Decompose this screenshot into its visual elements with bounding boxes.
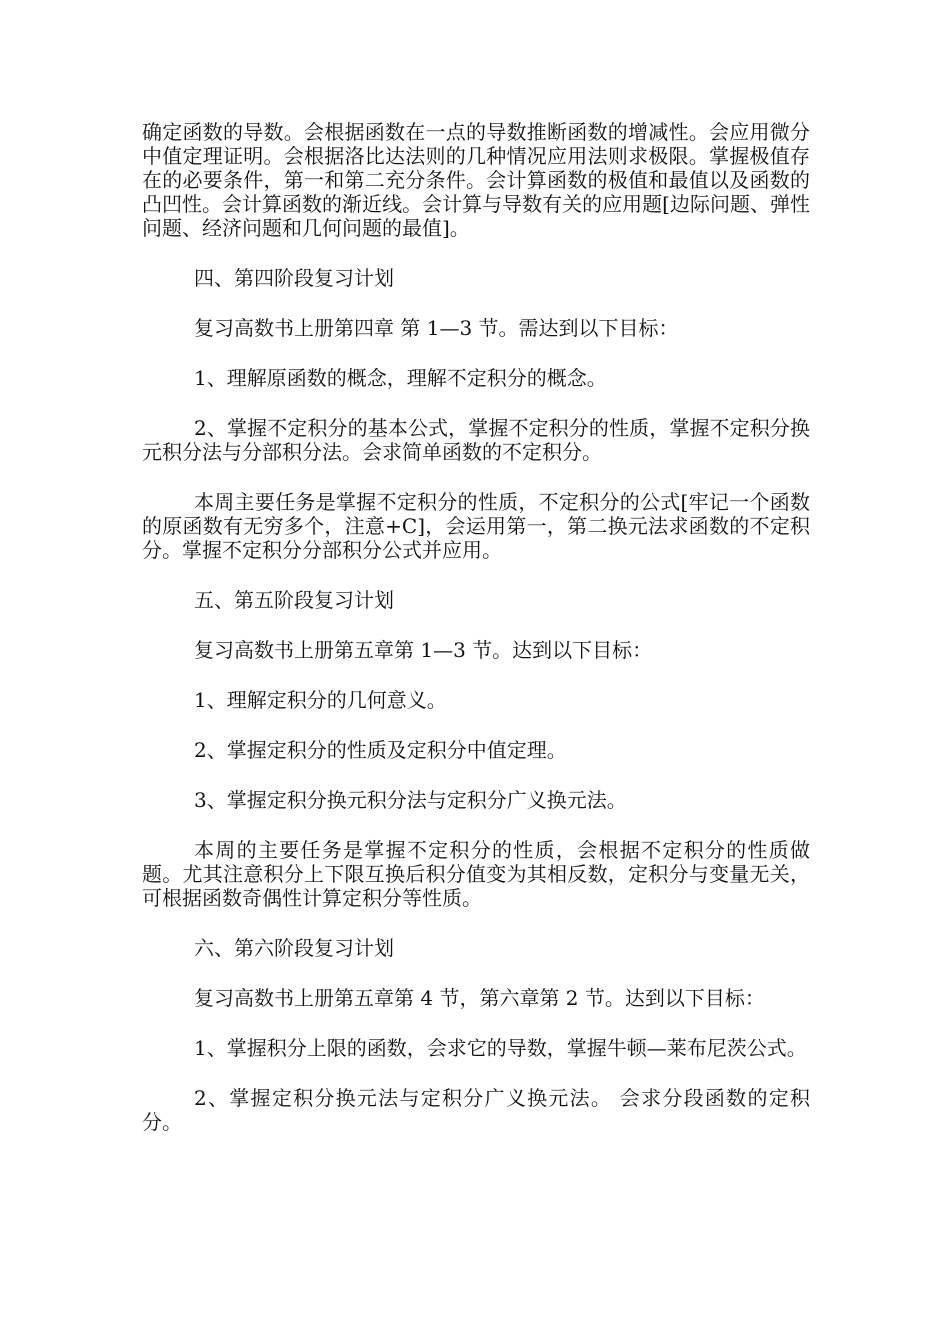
list-item-stage-five-1: 1、理解定积分的几何意义。 bbox=[194, 688, 447, 712]
paragraph-stage-five-scope: 复习高数书上册第五章第 1—3 节。达到以下目标： bbox=[194, 638, 653, 662]
list-item-stage-six-2: 2、掌握定积分换元法与定积分广义换元法。 会求分段函数的定积分。 bbox=[142, 1086, 810, 1134]
paragraph-derivative-summary: 确定函数的导数。会根据函数在一点的导数推断函数的增减性。会应用微分中值定理证明。会根据洛比达法则的几种情况应用法则求极限。掌握极值存在的必要条件，第一和第二充分条件。会计算函数的极值和最值以及函数的凸凹性。会计算函数的渐近线。会计算与导数有关的应用题[边际问题、弹性问题、经济问题和几何问题的最值]。 bbox=[142, 120, 810, 240]
list-item-stage-five-3: 3、掌握定积分换元积分法与定积分广义换元法。 bbox=[194, 788, 627, 812]
paragraph-stage-four-scope: 复习高数书上册第四章 第 1—3 节。需达到以下目标： bbox=[194, 316, 679, 340]
paragraph-stage-five-task: 本周的主要任务是掌握不定积分的性质，会根据不定积分的性质做题。尤其注意积分上下限互换后积分值变为其相反数，定积分与变量无关，可根据函数奇偶性计算定积分等性质。 bbox=[142, 838, 810, 910]
heading-stage-six: 六、第六阶段复习计划 bbox=[194, 936, 394, 960]
paragraph-stage-four-task: 本周主要任务是掌握不定积分的性质，不定积分的公式[牢记一个函数的原函数有无穷多个，注意+C]，会运用第一，第二换元法求函数的不定积分。掌握不定积分分部积分公式并应用。 bbox=[142, 490, 810, 562]
heading-stage-four: 四、第四阶段复习计划 bbox=[194, 266, 394, 290]
list-item-stage-four-1: 1、理解原函数的概念，理解不定积分的概念。 bbox=[194, 366, 607, 390]
list-item-stage-five-2: 2、掌握定积分的性质及定积分中值定理。 bbox=[194, 738, 567, 762]
paragraph-stage-six-scope: 复习高数书上册第五章第 4 节，第六章第 2 节。达到以下目标： bbox=[194, 986, 765, 1010]
list-item-stage-six-1: 1、掌握积分上限的函数，会求它的导数，掌握牛顿—莱布尼茨公式。 bbox=[194, 1036, 807, 1060]
heading-stage-five: 五、第五阶段复习计划 bbox=[194, 588, 394, 612]
document-body bbox=[142, 120, 810, 1160]
list-item-stage-four-2: 2、掌握不定积分的基本公式，掌握不定积分的性质，掌握不定积分换元积分法与分部积分法。会求简单函数的不定积分。 bbox=[142, 416, 810, 464]
